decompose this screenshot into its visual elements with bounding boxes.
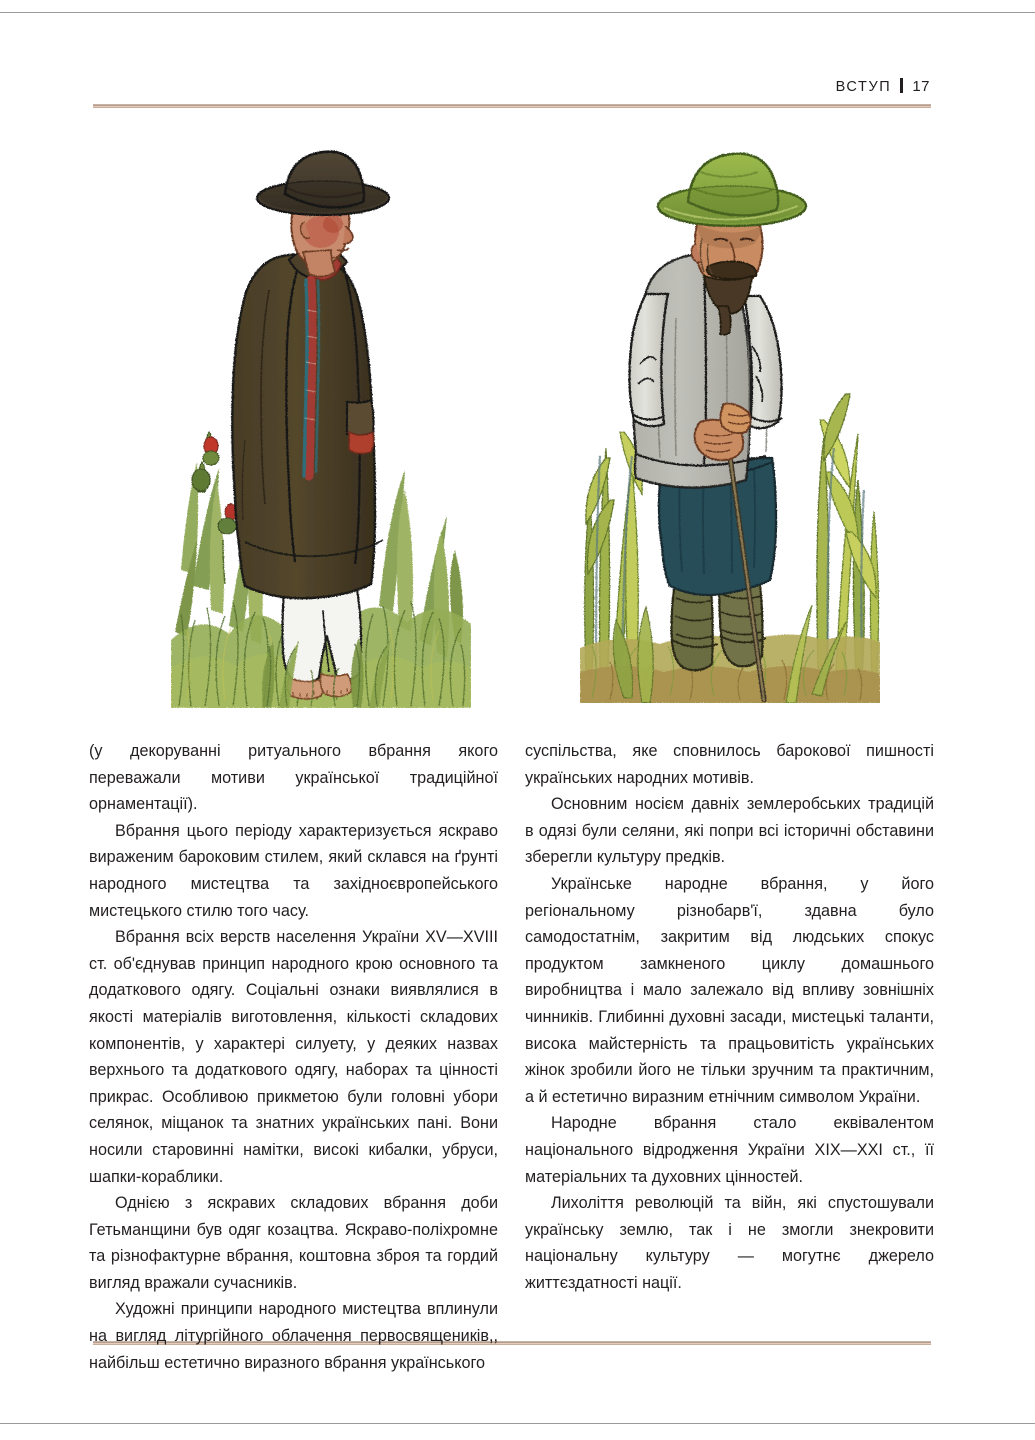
paragraph: Лихоліття революцій та війн, які спустошували українську землю, так і не змогли знекровити національну культуру — могутнє джерело життєздатності нації.: [525, 1194, 934, 1292]
text-column-right: [525, 738, 934, 1296]
body-text: [89, 738, 934, 1372]
paragraph: суспільства, яке сповнилось барокової пишності українських народних мотивів.: [525, 742, 934, 787]
peasant-in-brown-coat-drawing: [171, 140, 471, 708]
peasant-with-staff-drawing: [580, 128, 880, 703]
paragraph: (у декоруванні ритуального вбрання якого переважали мотиви української традиційної орнаментації).: [89, 742, 498, 814]
paragraph: Вбрання цього періоду характеризується яскраво вираженим бароковим стилем, який склався на ґрунті народного мистецтва та західноєвропейського мистецького стилю того часу.: [89, 821, 498, 920]
illustration-band: [93, 128, 931, 713]
illustration-peasant-in-brown-coat: [171, 140, 471, 708]
running-head-separator-icon: [900, 78, 903, 93]
green-straw-hat: [658, 154, 806, 226]
wide-brim-hat: [257, 152, 389, 215]
paragraph: Вбрання всіх верств населення України XV—XVIII ст. об'єднував принцип народного крою основного та додаткового одягу. Соціальні ознаки виявлялися в якості матеріалів виготовлення, кількості складових компонентів, у характері силуету, у деяких назвах верхнього та додаткового одягу, наборах та цінності прикрас. Особливою прикметою були головні убори селянок, міщанок та знатних українських пані. Вони носили старовинні намітки, високі кибалки, убруси, шапки-кораблики.: [89, 928, 498, 1186]
page-frame-bottom-line: [0, 1423, 1035, 1424]
page-number: 17: [912, 78, 930, 95]
running-head: [836, 76, 930, 95]
illustration-peasant-with-staff: [580, 128, 880, 703]
page-frame-top-line: [0, 12, 1035, 13]
header-rule: [93, 104, 931, 108]
paragraph: Основним носієм давніх землеробських традицій в одязі були селяни, які попри всі історичні обставини зберегли культуру предків.: [525, 795, 934, 867]
figure-peasant-with-staff: [630, 154, 807, 700]
text-column-left: [89, 738, 498, 1376]
paragraph: Однією з яскравих складових вбрання доби Гетьманщини був одяг козацтва. Яскраво-поліхромне та різнофактурне вбрання, коштовна зброя та гордий вигляд вражали сучасників.: [89, 1194, 498, 1292]
paragraph: Українське народне вбрання, у його регіональному різнобарв'ї, здавна було самодостатнім, закритим від людських спокус продуктом замкненого циклу домашнього виробництва і мало залежало від впливу зовнішніх чинників. Глибинні духовні засади, мистецькі таланти, висока майстерність та працьовитість українських жінок зробили його не тільки зручним та практичним, а й естетично виразним етнічним символом України.: [525, 874, 934, 1106]
running-head-label: ВСТУП: [835, 79, 892, 95]
paragraph: Художні принципи народного мистецтва вплинули на вигляд літургійного облачення первосвящеників,, найбільш естетично виразного вбрання українського: [89, 1300, 498, 1372]
paragraph: Народне вбрання стало еквівалентом національного відродження України XIX—XXI ст., її матеріальних та духовних цінностей.: [525, 1114, 934, 1186]
